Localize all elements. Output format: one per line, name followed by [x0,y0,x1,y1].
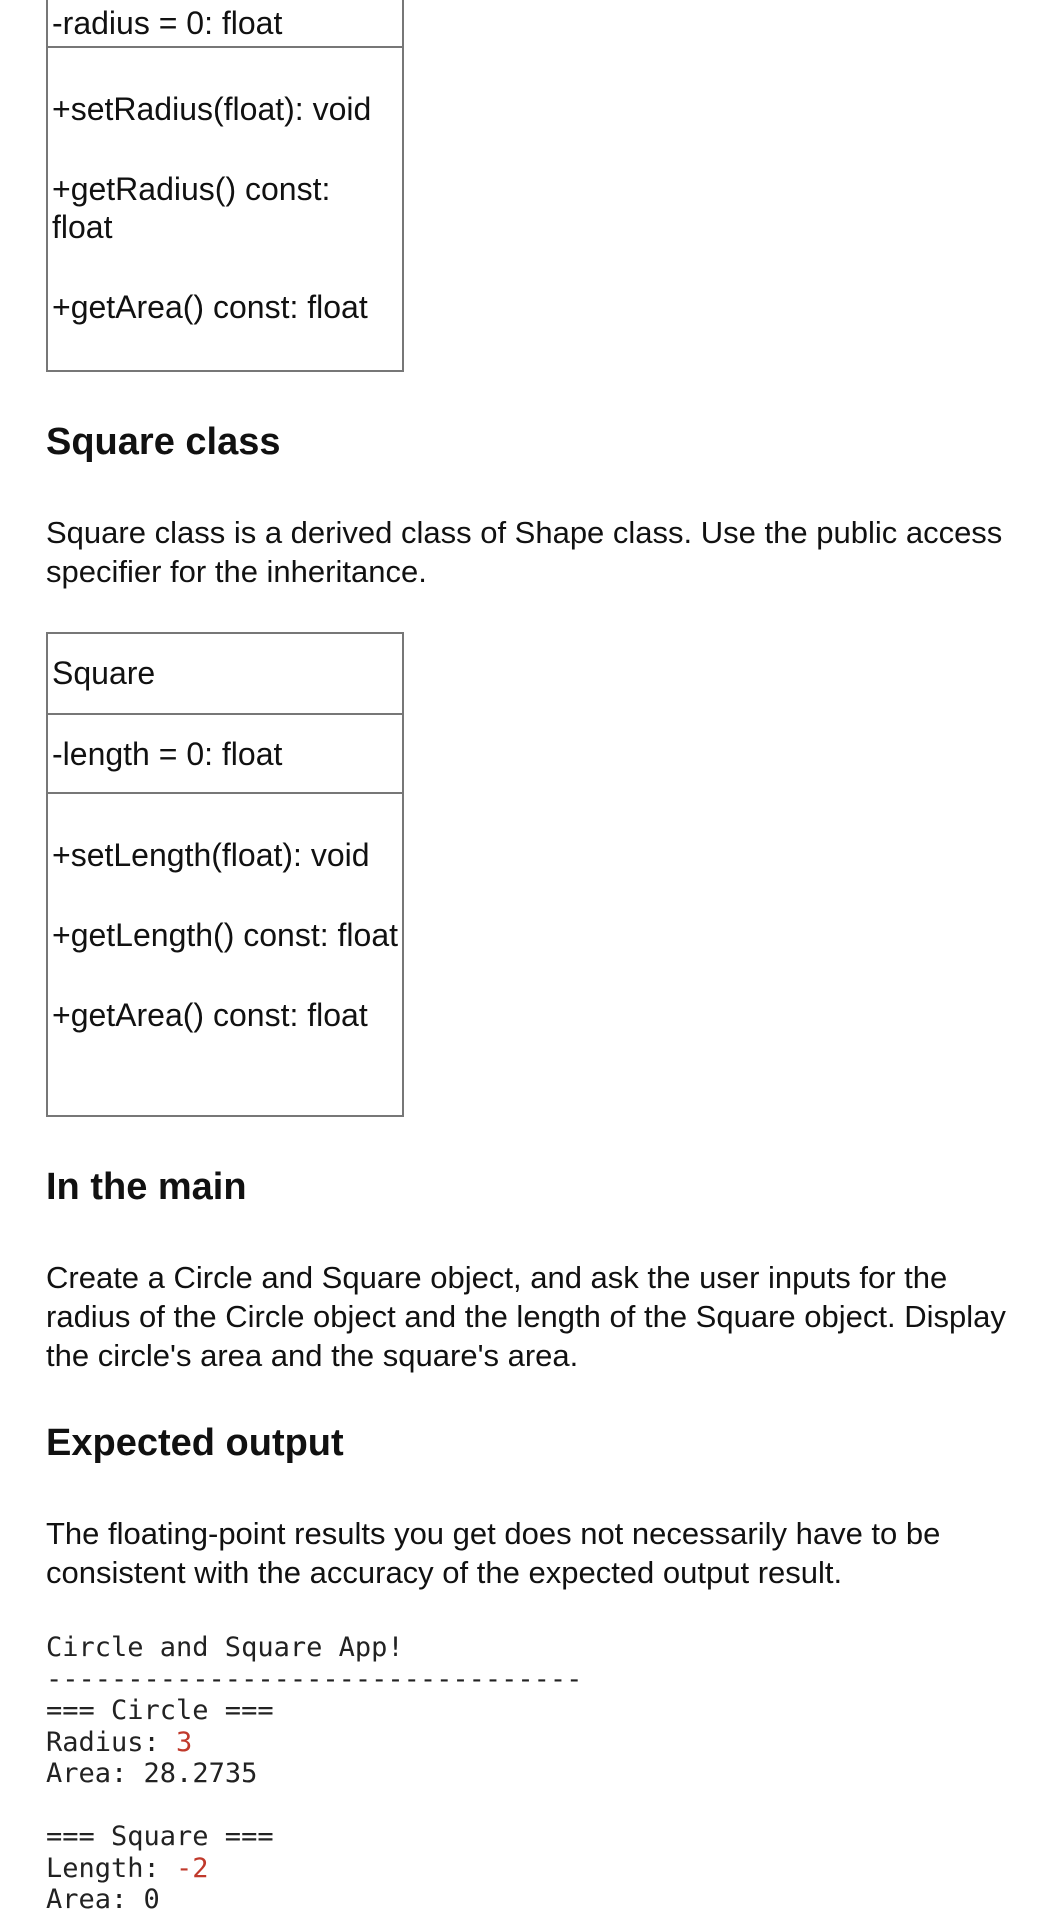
uml-method: +getRadius() const: float [52,171,340,245]
uml-square-class-box [46,632,404,1117]
uml-method: +getLength() const: float [52,917,398,953]
uml-square-methods [48,792,402,1034]
console-length-input: -2 [176,1852,209,1884]
console-circle-area-value: 28.2735 [143,1758,258,1789]
console-square-area-value: 0 [143,1884,160,1915]
expected-output-console [46,1632,582,1916]
console-square-area-label: Area: [46,1884,144,1915]
square-class-description: Square class is a derived class of Shape class. Use the public access specifier for the inheritance. [46,515,1003,589]
uml-square-attributes [48,713,402,792]
uml-circle-attributes [48,0,402,46]
uml-circle-methods [48,46,402,326]
uml-method: +setRadius(float): void [52,91,372,127]
uml-method: +getArea() const: float [52,289,368,325]
console-circle-area-label: Area: [46,1758,144,1789]
console-radius-label: Radius: [46,1726,177,1758]
uml-attribute: -length = 0: float [52,736,283,772]
uml-circle-class-box [46,0,404,372]
console-separator: --------------------------------- [46,1663,583,1695]
console-title: Circle and Square App! [46,1632,404,1663]
uml-square-name [48,634,402,713]
main-description: Create a Circle and Square object, and ask the user inputs for the radius of the Circle object and the length of the Square object. Display the circle's area and the square's area. [46,1260,1006,1373]
uml-method: +setLength(float): void [52,837,370,873]
uml-attribute: -radius = 0: float [52,5,283,41]
expected-output-description: The floating-point results you get does not necessarily have to be consistent with the accuracy of the expected output result. [46,1516,941,1590]
console-radius-input: 3 [176,1726,193,1758]
main-heading: In the main [46,1166,247,1208]
console-circle-header: === Circle === [46,1695,274,1726]
expected-output-heading: Expected output [46,1422,344,1464]
console-square-header: === Square === [46,1821,274,1852]
console-length-label: Length: [46,1852,177,1884]
uml-method: +getArea() const: float [52,997,368,1033]
square-class-heading: Square class [46,421,281,463]
uml-class-name: Square [52,655,156,691]
